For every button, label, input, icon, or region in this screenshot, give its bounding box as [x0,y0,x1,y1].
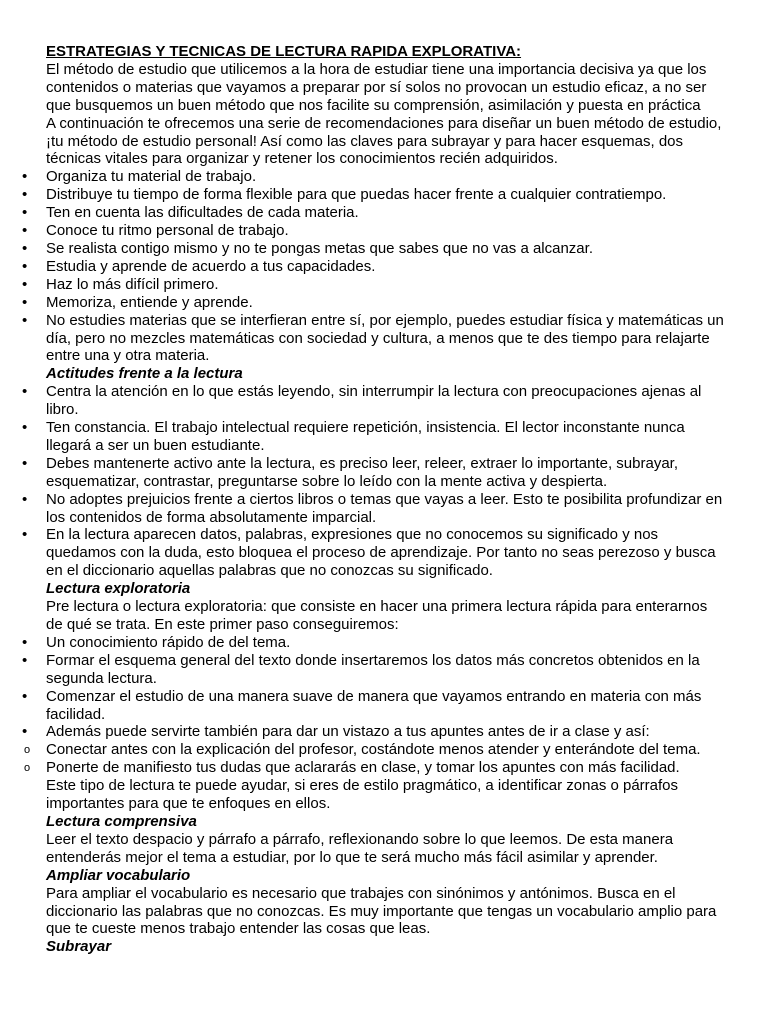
list-item: • Se realista contigo mismo y no te pongas metas que sabes que no vas a alcanzar. [46,240,728,258]
list-item: • Además puede servirte también para dar un vistazo a tus apuntes antes de ir a clase y así: [46,723,728,741]
list-item: o Conectar antes con la explicación del profesor, costándote menos atender y enterándote del tema. [46,741,728,759]
section-heading-vocabulario: Ampliar vocabulario [46,866,191,884]
section-heading-comprensiva: Lectura comprensiva [46,812,197,830]
section-heading-subrayar: Subrayar [46,938,112,956]
list-item: • Ten en cuenta las dificultades de cada materia. [46,204,728,222]
document-title: ESTRATEGIAS Y TECNICAS DE LECTURA RAPIDA EXPLORATIVA: [46,43,522,60]
list-item: • No estudies materias que se interfieran entre sí, por ejemplo, puedes estudiar física y matemáticas un día, pero no mezcles matemáticas con sociedad y cultura, a menos que te des tiempo para relajarte entre una y otra materia. [46,312,728,366]
attitudes-list [46,383,728,580]
list-item: • No adoptes prejuicios frente a ciertos libros o temas que vayas a leer. Esto te posibilita profundizar en los contenidos de forma absolutamente imparcial. [46,491,728,527]
list-item: o Ponerte de manifiesto tus dudas que aclararás en clase, y tomar los apuntes con más facilidad. [46,759,728,777]
list-item: • Debes mantenerte activo ante la lectura, es preciso leer, releer, extraer lo importante, subrayar, esquematizar, contrastar, preguntarse sobre lo leído con la mente activa y despierta. [46,455,728,491]
list-item: • Distribuye tu tiempo de forma flexible para que puedas hacer frente a cualquier contratiempo. [46,186,728,204]
section-heading-actitudes: Actitudes frente a la lectura [46,365,243,383]
list-item: • Memoriza, entiende y aprende. [46,294,728,312]
list-item: • Formar el esquema general del texto donde insertaremos los datos más concretos obtenidos en la segunda lectura. [46,652,728,688]
list-item: • Un conocimiento rápido de del tema. [46,634,728,652]
list-item: • Comenzar el estudio de una manera suave de manera que vayamos entrando en materia con más facilidad. [46,688,728,724]
comprensiva-paragraph: Leer el texto despacio y párrafo a párrafo, reflexionando sobre lo que leemos. De esta manera entenderás mejor el tema a estudiar, por lo que te será mucho más fácil asimilar y aprender. [46,830,674,866]
exploratoria-paragraph: Pre lectura o lectura exploratoria: que consiste en hacer una primera lectura rápida para enterarnos de qué se trata. En este primer paso conseguiremos: [46,598,708,633]
section-heading-exploratoria: Lectura exploratoria [46,580,191,598]
list-item: • Centra la atención en lo que estás leyendo, sin interrumpir la lectura con preocupaciones ajenas al libro. [46,383,728,419]
intro-paragraph-1: El método de estudio que utilicemos a la hora de estudiar tiene una importancia decisiva ya que los contenidos o materias que vayamos a preparar por sí solos no provocan un estudio eficaz, a no ser que busquemos un buen método que nos facilite su comprensión, asimilación y puesta en práctica [46,60,707,114]
vocabulario-paragraph: Para ampliar el vocabulario es necesario que trabajes con sinónimos y antónimos. Busca en el diccionario las palabras que no conozcas. Es muy importante que tengas un vocabulario amplio para que te cueste menos trabajo entender las cosas que leas. [46,884,717,938]
exploratoria-note: Este tipo de lectura te puede ayudar, si eres de estilo pragmático, a identificar zonas o párrafos importantes para que te enfoques en ellos. [46,777,679,813]
exploratoria-list [46,634,728,741]
list-item: • Organiza tu material de trabajo. [46,168,728,186]
list-item: • Conoce tu ritmo personal de trabajo. [46,222,728,240]
intro-paragraph-2: A continuación te ofrecemos una serie de recomendaciones para diseñar un buen método de estudio, ¡tu método de estudio personal! Así como las claves para subrayar y para hacer esquemas, dos técnicas vitales para organizar y retener los conocimientos recién adquiridos. [46,114,722,168]
list-item: • En la lectura aparecen datos, palabras, expresiones que no conocemos su significado y nos quedamos con la duda, esto bloquea el proceso de aprendizaje. Por tanto no seas perezoso y busca en el diccionario aquellas palabras que no conozcas su significado. [46,526,728,580]
list-item: • Haz lo más difícil primero. [46,276,728,294]
list-item: • Estudia y aprende de acuerdo a tus capacidades. [46,258,728,276]
study-tips-list [46,168,728,365]
list-item: • Ten constancia. El trabajo intelectual requiere repetición, insistencia. El lector inconstante nunca llegará a ser un buen estudiante. [46,419,728,455]
exploratoria-sublist [46,741,728,777]
